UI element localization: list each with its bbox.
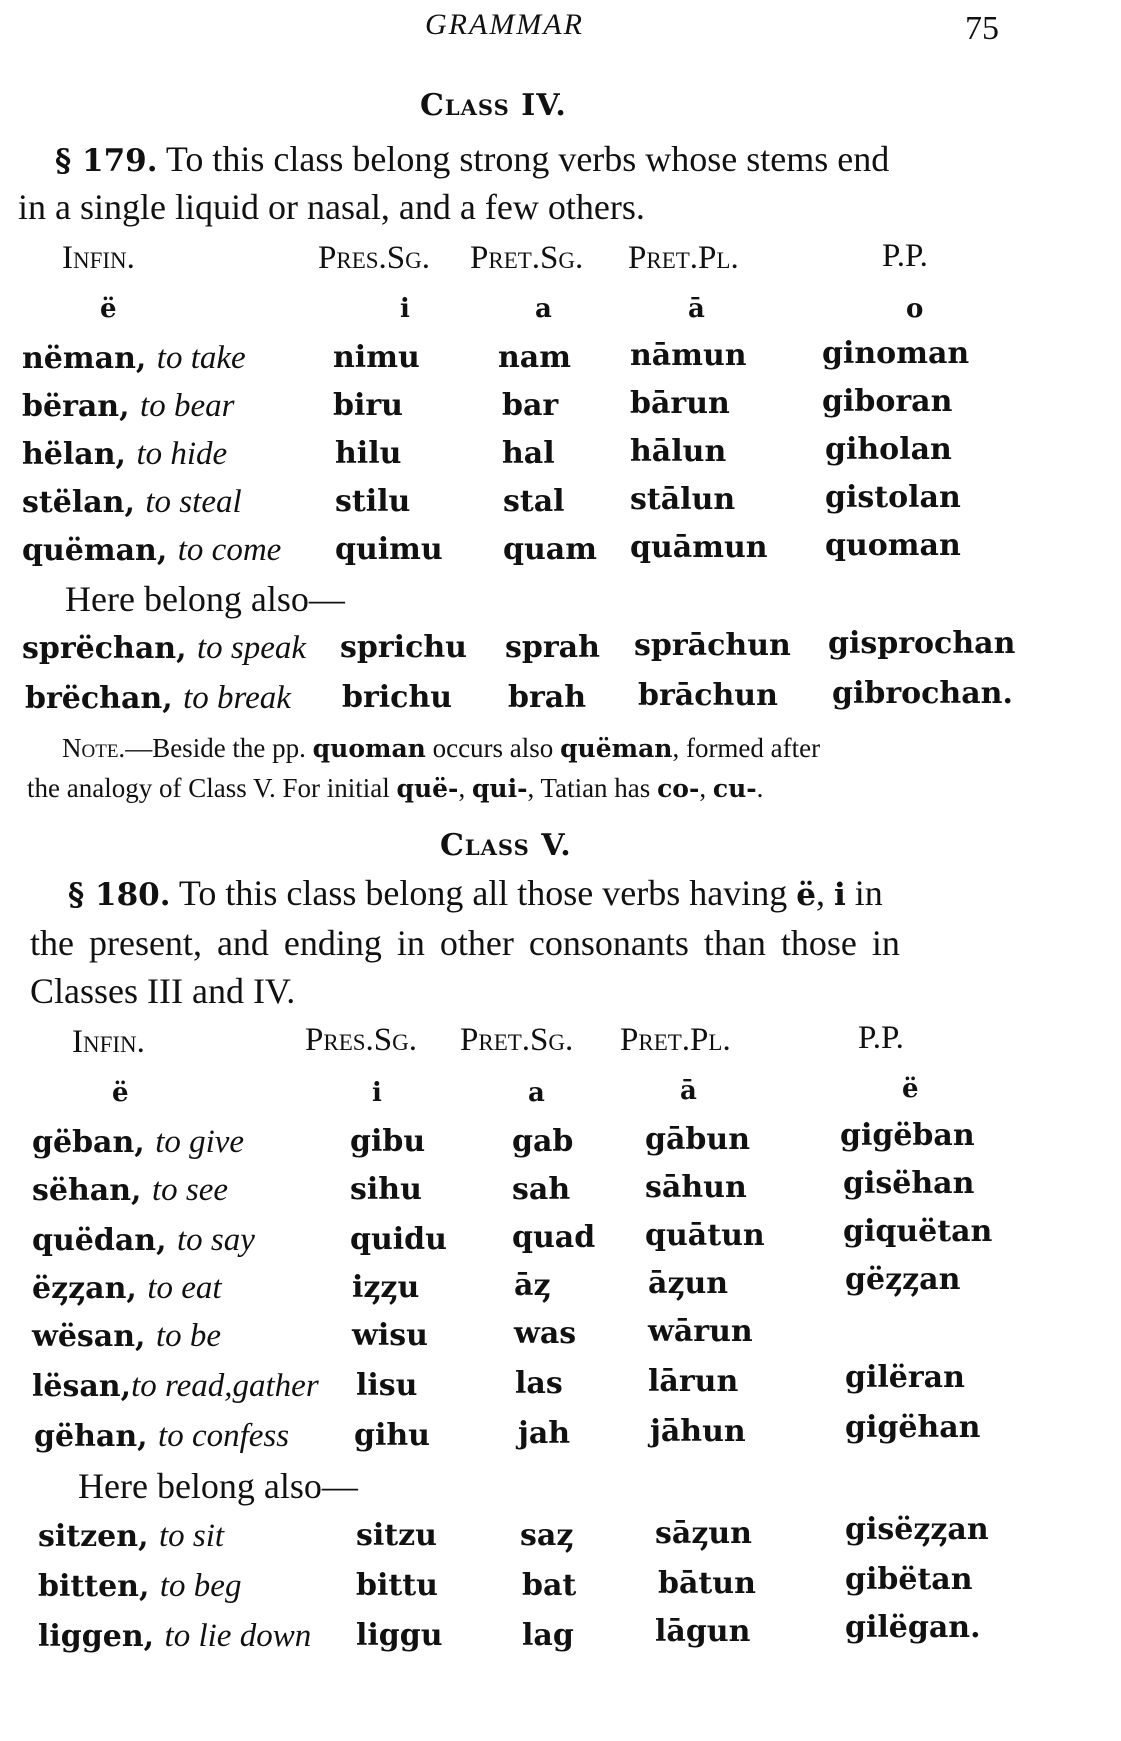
gloss: to come [177,532,282,568]
infinitive: quëman, [22,533,168,568]
vowel-pp: ë [902,1074,919,1104]
gloss: to steal [145,484,242,520]
pres-sg: quidu [350,1222,447,1257]
past-participle: gilëran [845,1360,965,1395]
running-title: GRAMMAR [425,8,584,41]
infinitive: hëlan, [22,437,126,472]
gloss: to see [151,1172,228,1208]
section-180-line-3: Classes III and IV. [30,971,296,1011]
section-180-line-1 [68,872,883,914]
pret-sg: hal [502,436,555,471]
table-row-infinitive [22,388,234,425]
note-text: . [756,773,764,803]
section-179-line-2: in a single liquid or nasal, and a few others. [18,187,645,227]
pres-sg: wisu [352,1318,428,1353]
section-180-vowel: ë [796,877,816,913]
pret-sg: sah [512,1172,571,1207]
col-head-pret-pl: Pret.Pl. [620,1022,731,1058]
note-text: , Tatian has [527,773,658,803]
gloss: to give [155,1124,245,1160]
infinitive: stëlan, [22,485,135,520]
pres-sg: nimu [333,340,420,375]
past-participle: gistolan [825,480,961,515]
here-belong-also-v: Here belong also— [78,1466,358,1506]
col-head-pret-pl: Pret.Pl. [628,240,739,276]
pret-sg: bat [522,1568,577,1603]
infinitive: nëman, [22,341,147,376]
note-label: Note. [62,733,126,763]
vowel-pp: o [906,294,924,324]
table-row-infinitive [32,1270,222,1307]
pret-pl: sāhun [645,1170,747,1205]
table-row-infinitive [22,436,227,473]
infinitive: ëȥȥan, [32,1271,137,1306]
pret-sg: brah [508,680,587,715]
past-participle: giquëtan [843,1214,993,1249]
pres-sg: sitzu [356,1518,437,1553]
section-180-line-2: the present, and ending in other consonants than those in [30,923,900,963]
pres-sg: sprichu [340,630,467,665]
pret-pl: āȥun [648,1266,729,1301]
past-participle: gibëtan [845,1562,973,1597]
past-participle: gibrochan. [832,676,1013,711]
pret-sg: sprah [505,630,600,665]
pres-sg: biru [333,388,403,423]
pret-pl: nāmun [630,338,747,373]
gloss: to read,gather [131,1368,319,1404]
vowel-infin: ë [112,1078,129,1108]
col-head-pres-sg: Pres.Sg. [318,240,430,276]
past-participle: ginoman [822,336,970,371]
infinitive: sëhan, [32,1173,142,1208]
pret-pl: wārun [648,1314,753,1349]
table-row-infinitive [34,1418,289,1455]
table-row-infinitive [38,1518,224,1555]
pret-sg: quam [503,532,597,567]
infinitive: brëchan, [25,681,173,716]
table-row-infinitive [38,1618,311,1655]
infinitive: liggen, [38,1619,155,1654]
pres-sg: gihu [354,1418,430,1453]
pret-pl: quātun [645,1218,765,1253]
table-row-infinitive [32,1124,244,1161]
past-participle: quoman [825,528,961,563]
note-text: occurs also [425,733,561,763]
pret-pl: hālun [630,434,727,469]
gloss: to take [156,340,246,376]
past-participle: gisëȥȥan [845,1512,989,1547]
section-179-line-1 [55,138,889,180]
pret-pl: quāmun [630,530,768,565]
pret-pl: sāȥun [655,1516,752,1551]
col-head-pres-sg: Pres.Sg. [305,1022,417,1058]
col-head-pp: P.P. [882,238,928,274]
section-179-number: § 179. [55,143,158,179]
note-word: co- [657,774,700,803]
col-head-infin: Infin. [62,240,135,276]
table-row-infinitive [22,532,281,569]
pres-sg: lisu [356,1368,418,1403]
pret-pl: sprāchun [634,628,791,663]
gloss: to bear [140,388,235,424]
table-row-infinitive [22,484,242,521]
gloss: to lie down [164,1618,312,1654]
note-text: , [458,773,472,803]
pres-sg: liggu [356,1618,443,1653]
gloss: to beg [159,1568,242,1604]
pres-sg: stilu [335,484,411,519]
pres-sg: iȥȥu [352,1270,420,1305]
table-row-infinitive [25,680,291,717]
vowel-pret: a [535,294,552,324]
vowel-pres: i [400,294,410,324]
pret-pl: jāhun [650,1414,746,1449]
pret-sg: jah [518,1416,571,1451]
gloss: to speak [196,630,307,666]
infinitive: gëban, [32,1125,145,1160]
col-head-pret-sg: Pret.Sg. [470,240,584,276]
pret-pl: gābun [645,1122,751,1157]
pret-sg: āȥ [514,1268,551,1303]
class-v-heading: Class V. [440,828,572,863]
table-row-infinitive [32,1222,255,1259]
pret-sg: bar [502,388,559,423]
infinitive: lësan, [32,1369,132,1404]
pres-sg: gibu [350,1124,426,1159]
pret-pl: lāgun [655,1614,751,1649]
table-row-infinitive [32,1318,221,1355]
vowel-infin: ë [100,294,117,324]
page-number: 75 [965,10,999,47]
vowel-pret: a [528,1078,545,1108]
infinitive: bëran, [22,389,130,424]
infinitive: quëdan, [32,1223,167,1258]
past-participle: gigëban [840,1118,975,1153]
table-row-infinitive [38,1568,241,1605]
section-180-number: § 180. [68,877,171,913]
note-word: cu- [712,774,757,803]
pret-sg: quad [512,1220,596,1255]
col-head-infin: Infin. [72,1024,145,1060]
gloss: to be [155,1318,222,1354]
infinitive: bitten, [38,1569,150,1604]
pret-sg: saȥ [520,1518,574,1553]
pres-sg: sihu [350,1172,422,1207]
pret-pl: stālun [630,482,736,517]
note-text: —Beside the pp. [125,733,313,763]
pret-sg: nam [498,340,571,375]
table-row-infinitive [22,340,246,377]
note-word: quë- [396,774,459,803]
pret-pl: bātun [658,1566,756,1601]
infinitive: sprëchan, [22,631,187,666]
past-participle: giholan [825,432,952,467]
section-180-text: , [815,873,834,913]
pres-sg: bittu [356,1568,438,1603]
col-head-pret-sg: Pret.Sg. [460,1022,574,1058]
table-row-infinitive [32,1368,319,1405]
table-row-infinitive [22,630,306,667]
note-text: , formed after [672,733,821,763]
col-head-pp: P.P. [858,1020,904,1056]
table-row-infinitive [32,1172,228,1209]
note-text: , [699,773,713,803]
pret-pl: brāchun [638,678,778,713]
pres-sg: brichu [342,680,453,715]
infinitive: sitzen, [38,1519,149,1554]
past-participle: gisprochan [828,626,1016,661]
here-belong-also-iv: Here belong also— [65,579,345,619]
note-word: quëman [560,734,673,763]
section-180-text: in [845,873,883,913]
gloss: to break [183,680,291,716]
past-participle: gisëhan [843,1166,975,1201]
gloss: to hide [136,436,228,472]
pret-pl: bārun [630,386,730,421]
section-180-text: To this class belong all those verbs having [170,873,797,913]
infinitive: gëhan, [34,1419,148,1454]
class-iv-heading: Class IV. [420,88,567,123]
note-word: quoman [312,734,426,763]
pret-sg: stal [503,484,565,519]
gloss: to say [177,1222,255,1258]
note-word: qui- [471,774,528,803]
note-text: the analogy of Class V. For initial [27,773,397,803]
infinitive: wësan, [32,1319,146,1354]
vowel-pret-pl: ā [680,1076,697,1106]
vowel-pret-pl: ā [688,294,705,324]
pret-sg: was [514,1316,577,1351]
pres-sg: hilu [335,436,402,471]
pret-sg: las [515,1366,563,1401]
past-participle: gëȥȥan [845,1262,961,1297]
gloss: to confess [158,1418,290,1454]
past-participle: gigëhan [845,1410,981,1445]
section-179-text-1: To this class belong strong verbs whose stems end [157,139,890,179]
past-participle: giboran [822,384,953,419]
note-line-1 [62,728,820,769]
pret-sg: lag [522,1618,574,1653]
pret-sg: gab [512,1124,574,1159]
vowel-pres: i [372,1078,382,1108]
note-line-2 [27,768,763,809]
gloss: to eat [147,1270,222,1306]
gloss: to sit [158,1518,225,1554]
section-180-vowel: i [833,877,846,913]
past-participle: gilëgan. [845,1610,981,1645]
pret-pl: lārun [648,1364,739,1399]
pres-sg: quimu [335,532,443,567]
